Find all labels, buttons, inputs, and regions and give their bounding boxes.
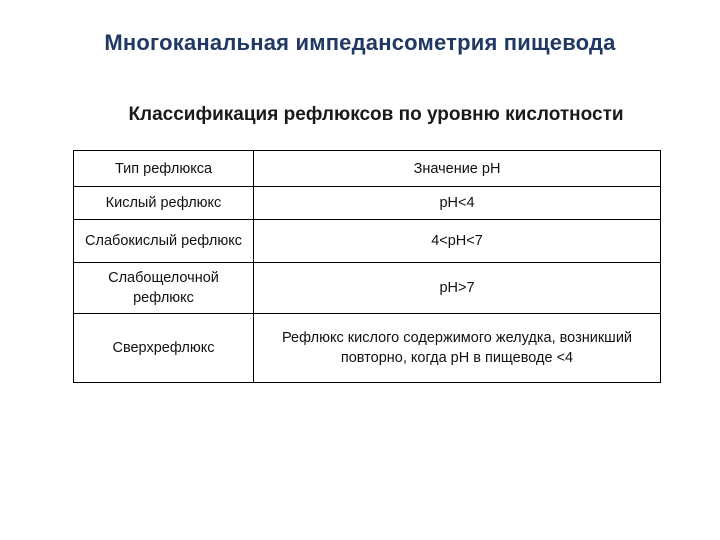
ph-value-cell: pH>7 bbox=[254, 263, 661, 314]
reflux-type-cell: Сверхрефлюкс bbox=[74, 314, 254, 383]
header-ph-value: Значение pH bbox=[254, 151, 661, 187]
reflux-type-cell: Слабокислый рефлюкс bbox=[74, 220, 254, 263]
header-reflux-type: Тип рефлюкса bbox=[74, 151, 254, 187]
slide-title: Многоканальная импедансометрия пищевода bbox=[104, 30, 616, 55]
ph-value-cell: Рефлюкс кислого содержимого желудка, возникший повторно, когда pH в пищеводе <4 bbox=[254, 314, 661, 383]
table-caption: Классификация рефлюксов по уровню кислотности bbox=[128, 104, 624, 125]
reflux-type-cell: Кислый рефлюкс bbox=[74, 187, 254, 220]
table-row bbox=[74, 263, 661, 314]
reflux-type-cell: Слабощелочной рефлюкс bbox=[74, 263, 254, 314]
ph-value-cell: pH<4 bbox=[254, 187, 661, 220]
table-row bbox=[74, 187, 661, 220]
table-row bbox=[74, 220, 661, 263]
ph-value-cell: 4<pH<7 bbox=[254, 220, 661, 263]
reflux-classification-table bbox=[73, 150, 661, 383]
table-header-row bbox=[74, 151, 661, 187]
table-row bbox=[74, 314, 661, 383]
